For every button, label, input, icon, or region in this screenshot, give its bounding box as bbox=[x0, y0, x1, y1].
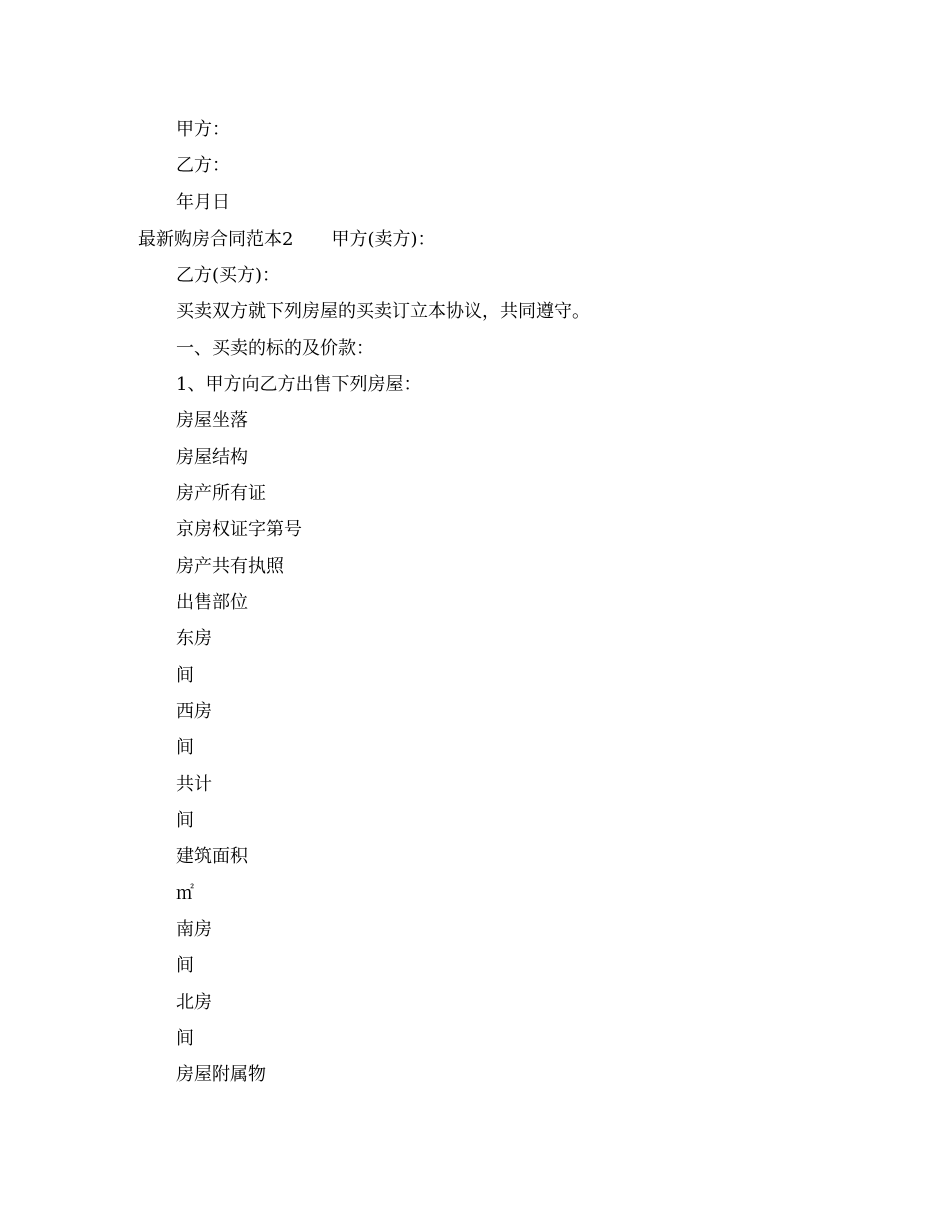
field-south-rooms-unit: 间 bbox=[176, 955, 194, 976]
field-north-rooms-unit: 间 bbox=[176, 1028, 194, 1049]
field-south-rooms: 南房 bbox=[176, 919, 212, 940]
contract-title: 最新购房合同范本2 bbox=[138, 229, 294, 250]
field-west-rooms: 西房 bbox=[176, 701, 212, 722]
section-heading-line bbox=[138, 229, 436, 251]
field-ownership-certificate: 房产所有证 bbox=[176, 483, 266, 504]
signature-party-a: 甲方： bbox=[176, 119, 230, 140]
field-property-appurtenances: 房屋附属物 bbox=[176, 1064, 266, 1085]
field-total-rooms: 共计 bbox=[176, 774, 212, 795]
field-sale-portion: 出售部位 bbox=[176, 592, 248, 613]
clause-1-heading: 一、买卖的标的及价款： bbox=[176, 338, 374, 359]
field-co-ownership-license: 房产共有执照 bbox=[176, 556, 284, 577]
signature-date: 年月日 bbox=[176, 192, 230, 213]
field-floor-area: 建筑面积 bbox=[176, 846, 248, 867]
clause-1-1: 1、甲方向乙方出售下列房屋： bbox=[176, 374, 422, 395]
field-east-rooms-unit: 间 bbox=[176, 665, 194, 686]
field-property-location: 房屋坐落 bbox=[176, 410, 248, 431]
field-floor-area-unit: ㎡ bbox=[176, 883, 194, 904]
party-a-seller: 甲方(卖方)： bbox=[331, 229, 436, 250]
signature-party-b: 乙方： bbox=[176, 155, 230, 176]
field-north-rooms: 北房 bbox=[176, 992, 212, 1013]
field-certificate-number: 京房权证字第号 bbox=[176, 519, 302, 540]
field-property-structure: 房屋结构 bbox=[176, 447, 248, 468]
field-west-rooms-unit: 间 bbox=[176, 737, 194, 758]
intro-paragraph: 买卖双方就下列房屋的买卖订立本协议，共同遵守。 bbox=[176, 301, 590, 322]
party-b-buyer: 乙方(买方)： bbox=[176, 265, 281, 286]
field-east-rooms: 东房 bbox=[176, 628, 212, 649]
field-total-rooms-unit: 间 bbox=[176, 810, 194, 831]
